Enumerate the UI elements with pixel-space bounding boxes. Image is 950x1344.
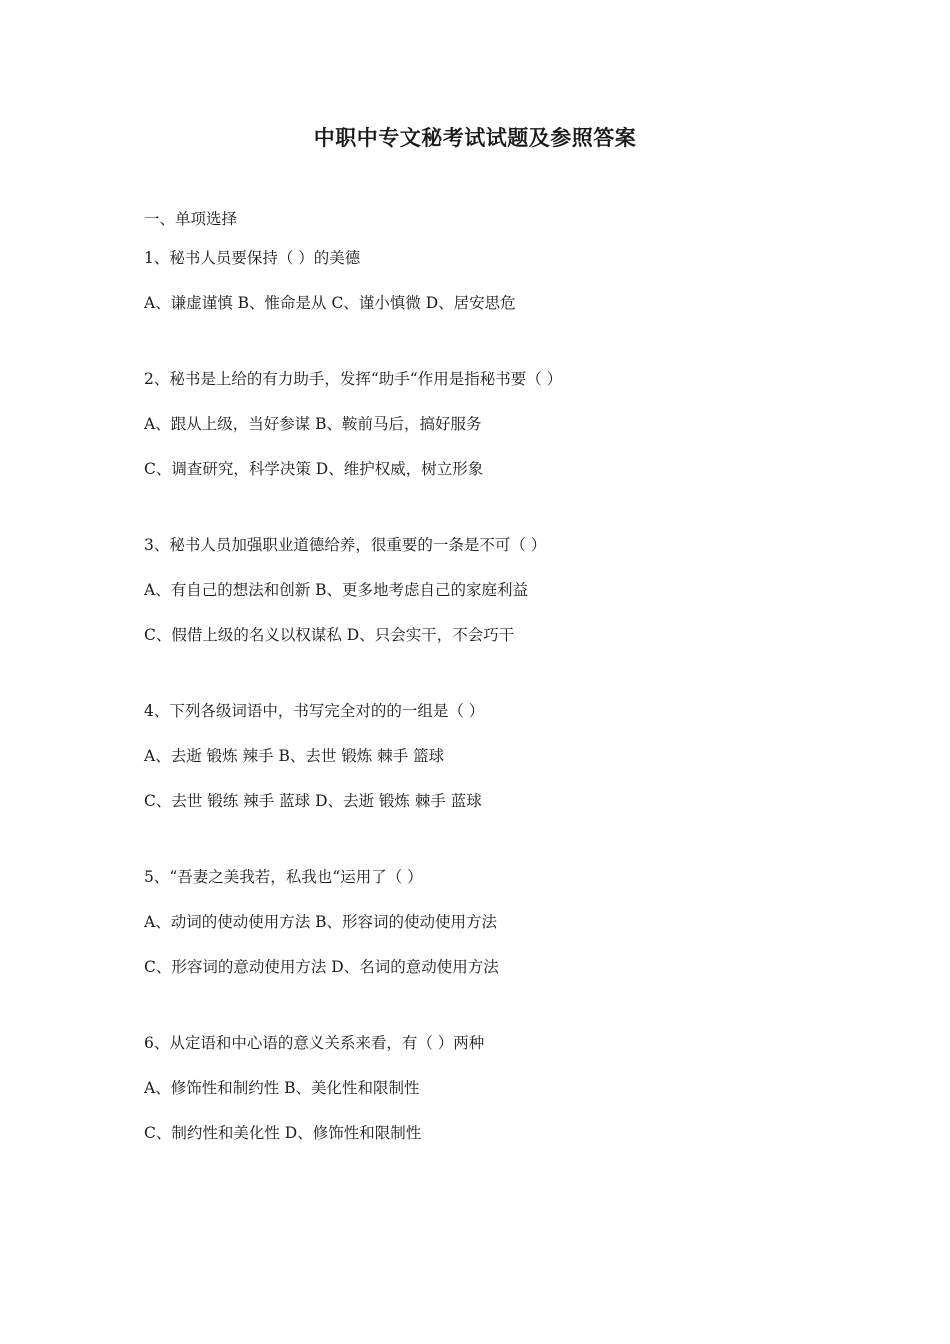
section-heading: 一、单项选择: [144, 210, 238, 228]
document-title: 中职中专文秘考试试题及参照答案: [313, 125, 637, 150]
question-6-options-line-2: C、制约性和美化性 D、修饰性和限制性: [144, 1124, 422, 1142]
question-6-stem: 6、从定语和中心语的意义关系来看，有（ ）两种: [144, 1034, 485, 1052]
question-5-options-line-2: C、形容词的意动使用方法 D、名词的意动使用方法: [144, 958, 499, 976]
question-2-options-line-1: A、跟从上级，当好参谋 B、鞍前马后，搞好服务: [144, 415, 482, 433]
question-3-options-line-1: A、有自己的想法和创新 B、更多地考虑自己的家庭利益: [144, 581, 529, 599]
question-1-stem: 1、秘书人员要保持（ ）的美德: [144, 249, 361, 267]
question-2-options-line-2: C、调查研究，科学决策 D、维护权威，树立形象: [144, 460, 484, 478]
question-5-options-line-1: A、动词的使动使用方法 B、形容词的使动使用方法: [144, 913, 498, 931]
question-1-options-line-1: A、谦虚谨慎 B、惟命是从 C、谨小慎微 D、居安思危: [144, 294, 516, 312]
question-2-stem: 2、秘书是上给的有力助手，发挥“助手“作用是指秘书要（ ）: [144, 370, 563, 388]
question-4-options-line-1: A、去逝 锻炼 辣手 B、去世 锻炼 棘手 篮球: [144, 747, 445, 765]
question-4-stem: 4、下列各级词语中，书写完全对的的一组是（ ）: [144, 702, 485, 720]
question-3-stem: 3、秘书人员加强职业道德给养，很重要的一条是不可（ ）: [144, 536, 547, 554]
question-3-options-line-2: C、假借上级的名义以权谋私 D、只会实干，不会巧干: [144, 626, 515, 644]
question-4-options-line-2: C、去世 锻练 辣手 蓝球 D、去逝 锻炼 棘手 蓝球: [144, 792, 482, 810]
question-5-stem: 5、“吾妻之美我若，私我也“运用了（ ）: [144, 868, 423, 886]
question-6-options-line-1: A、修饰性和制约性 B、美化性和限制性: [144, 1079, 420, 1097]
